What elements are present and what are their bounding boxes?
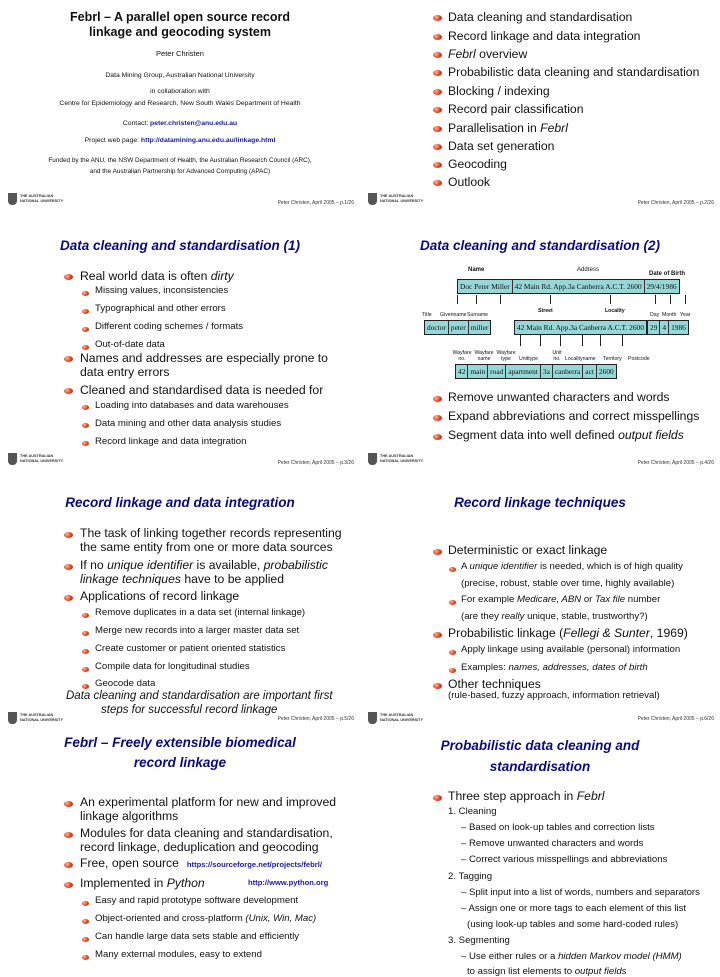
cell-unittype: apartment [506,365,541,378]
outline-item: Data set generation [448,139,555,153]
sub-bullet-icon [82,423,89,428]
slide-footer: Peter Christen, April 2005 – p.2/26 [637,200,714,206]
bullet-icon [433,52,442,58]
step-3: 3. Segmenting [448,935,510,946]
slide-footer: Peter Christen, April 2005 – p.6/26 [637,716,714,722]
bullet-text-continued: record linkage, deduplication and geocoding [80,840,319,854]
sub-bullet-text-continued: (are they really unique, stable, trustworthy?) [461,611,648,622]
step-detail: – Split input into a list of words, numbers and separators [461,887,700,898]
sub-bullet-text: Remove duplicates in a data set (internal linkage) [95,607,306,618]
contact-email-link[interactable]: peter.christen@anu.edu.au [150,120,238,127]
bullet-text: Deterministic or exact linkage [448,543,608,557]
conclusion-line-2: steps for successful record linkage [101,704,278,716]
bullet-icon [433,162,442,168]
sub-bullet-text: Many external modules, easy to extend [95,949,262,960]
bullet-icon [433,415,442,421]
field-label: Givenname [440,312,467,318]
bullet-icon [64,862,73,868]
bullet-icon [433,15,442,21]
bullet-icon [433,34,442,40]
sub-bullet-text: Missing values, inconsistencies [95,285,229,296]
anu-logo: THE AUSTRALIAN NATIONAL UNIVERSITY [368,453,438,467]
web-line [0,137,360,144]
sub-field-label: Localityname [565,356,596,362]
outline-item: Record pair classification [448,102,584,116]
sub-field-label: Wayfare name [474,350,494,362]
sub-bullet-text: Apply linkage using available (personal) information [461,644,681,655]
bullet-text: Real world data is often dirty [80,269,234,283]
bullet-text: Free, open source https://sourceforge.net/projects/febrl/ [80,856,322,870]
slide-title-line2: record linkage [133,755,227,770]
sub-bullet-text: For example Medicare, ABN or Tax file number [461,594,661,605]
bullet-icon [64,801,73,807]
slide-8-probabilistic-cleaning [360,720,720,977]
cell-localityname: canberra [553,365,583,378]
sub-bullet-icon [82,441,89,446]
sub-bullet-text: Object-oriented and cross-platform (Unix, Win, Mac) [95,913,317,924]
bullet-text: Remove unwanted characters and words [448,390,670,404]
sub-bullet-text: Geocode data [95,678,156,689]
bullet-text-continued: linkage techniques have to be applied [80,572,284,586]
step-detail: to assign list elements to output fields [467,966,627,977]
segmented-address [514,320,647,335]
bullet-icon [433,683,442,689]
bullet-icon [433,144,442,150]
web-label: Project web page: [84,137,141,144]
cell-month: 4 [660,321,669,334]
outline-item: Probabilistic data cleaning and standardisation [448,65,700,79]
slide-7-febrl [0,720,360,962]
bullet-icon [433,89,442,95]
address-components [455,364,617,379]
slide-2-outline [360,0,720,240]
slide-title: Record linkage and data integration [65,495,295,510]
step-detail: – Use either rules or a hidden Markov model (HMM) [461,951,682,962]
slide-title: Record linkage techniques [454,495,626,510]
bullet-text: Three step approach in Febrl [448,789,605,803]
bullet-icon [433,70,442,76]
sub-bullet-icon [449,668,456,673]
segmented-record [424,320,491,335]
outline-item: Record linkage and data integration [448,29,641,43]
bullet-text: If no unique identifier is available, probabilistic [80,558,328,572]
bullet-text: Modules for data cleaning and standardisation, [80,826,333,840]
cell-wayfare-no: 42 [456,365,468,378]
contact-label: Contact: [122,120,151,127]
raw-record [457,279,680,294]
sub-bullet-icon [449,600,456,605]
sub-bullet-icon [82,684,89,689]
sub-bullet-text: Merge new records into a larger master data set [95,625,300,636]
sub-bullet-icon [449,650,456,655]
segmented-date [647,320,689,335]
step-detail: – Remove unwanted characters and words [461,838,644,849]
sub-field-label: Wayfare type [496,350,516,362]
bullet-text: Implemented in Python [80,876,205,890]
outline-item: Outlook [448,175,491,189]
raw-name-cell: Doc Peter Miller [458,280,513,293]
bullet-text-continued: linkage algorithms [80,809,179,823]
slide-title-line1: Febrl – Freely extensible biomedical [64,735,296,750]
bullet-icon [433,396,442,402]
slide-title-line2: standardisation [489,759,591,774]
slide-1-heading-line2: linkage and geocoding system [89,25,271,39]
anu-logo: THE AUSTRALIAN NATIONAL UNIVERSITY [8,712,78,726]
bullet-icon [64,595,73,601]
sub-bullet-text: Easy and rapid prototype software development [95,895,299,906]
slide-title: Data cleaning and standardisation (1) [59,238,301,253]
step-detail: – Correct various misspellings and abbreviations [461,854,668,865]
slide-1-heading-line1: Febrl – A parallel open source record [70,10,290,24]
bullet-text: Cleaned and standardised data is needed for [80,383,324,397]
sub-bullet-icon [449,567,456,572]
field-label: Surname [467,312,489,318]
cell-day: 29 [648,321,660,334]
step-1: 1. Cleaning [448,806,497,817]
header-name: Name [468,267,485,273]
funding-line-1: Funded by the ANU, the NSW Department of Health, the Australian Research Council (ARC), [48,157,312,164]
sub-field-label: Wayfare no. [452,350,472,362]
field-label: Day [650,312,660,318]
python-link[interactable]: http://www.python.org [248,878,329,887]
field-label: Year [680,312,691,318]
sub-bullet-icon [82,327,89,332]
sub-bullet-icon [82,345,89,350]
sub-bullet-icon [82,667,89,672]
slide-footer: Peter Christen, April 2005 – p.3/26 [277,460,354,466]
cell-address: 42 Main Rd. App.3a Canberra A.C.T. 2600 [517,323,644,332]
centre: Centre for Epidemiology and Research, New South Wales Department of Health [59,100,301,107]
collaboration-note: in collaboration with [150,88,210,95]
sub-bullet-text: Data mining and other data analysis studies [95,418,282,429]
sourceforge-link[interactable]: https://sourceforge.net/projects/febrl/ [186,860,322,869]
bullet-icon [433,126,442,132]
sub-field-label: Territory [603,356,622,362]
bullet-text-continued: (rule-based, fuzzy approach, information retrieval) [448,690,660,701]
bullet-icon [433,795,442,801]
sub-bullet-icon [82,919,89,924]
anu-logo: THE AUSTRALIAN NATIONAL UNIVERSITY [8,453,78,467]
bullet-icon [433,632,442,638]
slide-4-data-cleaning-2 [360,240,720,480]
sub-bullet-text: A unique identifier is needed, which is of high quality [461,561,683,572]
outline-item: Parallelisation in Febrl [448,121,568,135]
cell-title: doctor [425,321,449,334]
sub-bullet-icon [82,613,89,618]
slide-title-line1: Probabilistic data cleaning and [440,738,640,753]
sub-bullet-icon [82,955,89,960]
bullet-icon [433,549,442,555]
sub-bullet-text: Create customer or patient oriented statistics [95,643,286,654]
bullet-icon [433,180,442,186]
bullet-text-continued: data entry errors [80,365,170,379]
sub-bullet-text: Loading into databases and data warehouses [95,400,289,411]
bullet-icon [64,564,73,570]
bullet-text: The task of linking together records representing [80,526,342,540]
bullet-text: Probabilistic linkage (Fellegi & Sunter, 1969) [448,626,688,640]
anu-logo: THE AUSTRALIAN NATIONAL UNIVERSITY [368,712,438,726]
raw-dob-cell: 29/4/1986 [646,282,677,291]
cell-postcode: 2600 [598,367,614,376]
sub-field-label: Postcode [628,356,650,362]
bullet-icon [64,388,73,394]
conclusion-line-1: Data cleaning and standardisation are important first [66,690,333,702]
bullet-icon [64,274,73,280]
anu-logo: THE AUSTRALIAN NATIONAL UNIVERSITY [368,193,438,207]
sub-bullet-icon [82,937,89,942]
sub-bullet-text: Different coding schemes / formats [95,321,244,332]
step-detail: (using look-up tables and some hard-coded rules) [467,919,679,930]
cell-givenname: peter [449,321,469,334]
header-dob: Date of Birth [649,271,685,277]
bullet-text: Other techniques [448,677,541,691]
sub-bullet-text: Record linkage and data integration [95,436,247,447]
slide-5-record-linkage [0,480,360,720]
bullet-text: Expand abbreviations and correct misspellings [448,409,700,423]
bullet-text: Applications of record linkage [80,589,240,603]
slide-title: Data cleaning and standardisation (2) [419,238,661,253]
bullet-icon [64,356,73,362]
outline-item: Data cleaning and standardisation [448,10,633,24]
sub-bullet-icon [82,309,89,314]
bullet-text: Names and addresses are especially prone to [80,351,328,365]
affiliation: Data Mining Group, Australian National University [105,72,255,79]
sub-bullet-text: Examples: names, addresses, dates of birth [461,662,648,673]
bullet-text: Segment data into well defined output fields [448,428,684,442]
slide-3-data-cleaning-1 [0,240,360,480]
sub-field-label: Unit no. [552,350,562,362]
step-2: 2. Tagging [448,871,493,882]
contact-line [0,120,360,127]
bullet-icon [433,434,442,440]
bullet-text: An experimental platform for new and improved [80,795,337,809]
slide-footer: Peter Christen, April 2005 – p.5/26 [277,716,354,722]
sub-bullet-text-continued: (precise, robust, stable over time, highly available) [461,578,675,589]
sub-bullet-icon [82,631,89,636]
cell-territory: act [583,365,597,378]
slide-6-linkage-techniques [360,480,720,720]
step-detail: – Assign one or more tags to each element of this list [461,903,687,914]
cell-year: 1986 [671,323,686,332]
project-web-link[interactable]: http://datamining.anu.edu.au/linkage.html [140,137,276,144]
step-detail: – Based on look-up tables and correction lists [461,822,655,833]
bullet-icon [64,832,73,838]
field-label: Title [422,312,432,318]
anu-logo: THE AUSTRALIAN NATIONAL UNIVERSITY [8,193,78,207]
bullet-icon [64,882,73,888]
outline-item: Febrl overview [448,47,528,61]
bullet-icon [64,532,73,538]
bullet-icon [433,107,442,113]
sub-bullet-text: Compile data for longitudinal studies [95,661,250,672]
sub-bullet-text: Out-of-date data [95,339,165,350]
sub-bullet-icon [82,649,89,654]
sub-bullet-icon [82,405,89,410]
cell-wayfare-name: main [468,365,488,378]
field-label: Month [662,312,677,318]
sub-bullet-icon [82,291,89,296]
slide-footer: Peter Christen, April 2005 – p.4/26 [637,460,714,466]
outline-item: Geocoding [448,157,507,171]
slide-1-title [0,0,360,240]
sub-field-label: Unittype [519,356,539,362]
cell-surname: miller [470,323,489,332]
field-label: Street [538,308,553,314]
bullet-text-continued: the same entity from one or more data sources [80,540,333,554]
field-label: Locality [605,308,625,314]
sub-bullet-text: Typographical and other errors [95,303,226,314]
cell-unit-no: 3a [541,365,553,378]
sub-bullet-text: Can handle large data sets stable and efficiently [95,931,300,942]
author: Peter Christen [156,49,204,58]
outline-item: Blocking / indexing [448,84,550,98]
slide-footer: Peter Christen, April 2005 – p.1/26 [277,200,354,206]
cell-wayfare-type: road [488,365,506,378]
sub-bullet-icon [82,901,89,906]
raw-address-cell: 42 Main Rd. App.3a Canberra A.C.T. 2600 [513,280,645,293]
header-address: Address [577,267,600,273]
funding-line-2: and the Australian Partnership for Advanced Computing (APAC) [89,168,271,175]
